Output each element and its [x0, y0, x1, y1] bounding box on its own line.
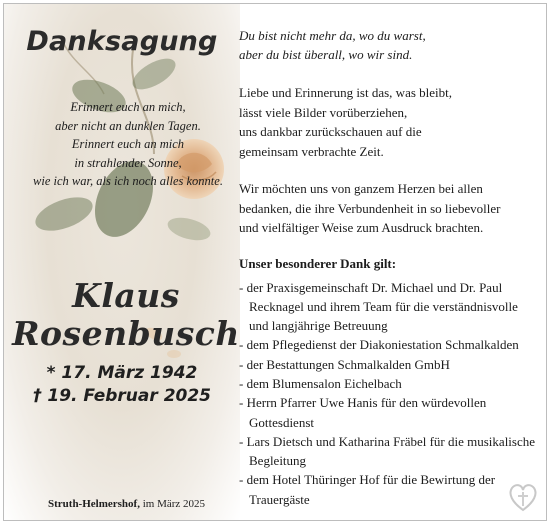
- obituary-card: [3, 3, 547, 521]
- paragraph-line: lässt viele Bilder vorüberziehen,: [239, 104, 408, 120]
- paragraph-line: Wir möchten uns von ganzem Herzen bei allen: [239, 181, 483, 196]
- poem-line: wie ich war, als ich noch alles konnte.: [33, 174, 223, 188]
- paragraph-line: gemeinsam verbrachte Zeit.: [239, 143, 384, 159]
- birth-date: * 17. März 1942: [46, 363, 198, 383]
- thanks-heading: Unser besonderer Dank gilt:: [239, 255, 397, 271]
- paragraph-line: bedanken, die ihre Verbundenheit in so liebevoller: [239, 200, 501, 216]
- rose-image-panel: [4, 4, 240, 520]
- poem-line: aber nicht an dunklen Tagen.: [55, 118, 201, 133]
- motto-line: aber du bist überall, wo wir sind.: [239, 47, 413, 62]
- paragraph-line: uns dankbar zurückschauen auf die: [239, 124, 422, 139]
- poem-line: in strahlender Sonne,: [74, 155, 182, 170]
- place-date-line: [48, 498, 205, 510]
- list-item: - der Bestattungen Schmalkalden GmbH: [239, 356, 450, 372]
- thanks-list: [239, 278, 539, 510]
- motto-line: Du bist nicht mehr da, wo du warst,: [239, 28, 426, 43]
- list-item: - dem Hotel Thüringer Hof für die Bewirtung der Trauergäste: [239, 472, 496, 507]
- poem: [16, 98, 240, 191]
- deceased-last-name: Rosenbusch: [12, 314, 240, 353]
- list-item: - Herrn Pfarrer Uwe Hanis für den würdevollen Gottesdienst: [239, 395, 487, 430]
- text-column: [239, 26, 539, 509]
- paragraph-line: Liebe und Erinnerung ist das, was bleibt,: [239, 85, 453, 100]
- list-item: - dem Pflegedienst der Diakoniestation Schmalkalden: [239, 337, 519, 353]
- list-item: - dem Blumensalon Eichelbach: [239, 375, 402, 391]
- page-title: Danksagung: [26, 26, 218, 57]
- death-date: † 19. Februar 2025: [32, 386, 212, 406]
- place: Struth-Helmershof,: [48, 498, 140, 510]
- list-item: - Lars Dietsch und Katharina Fräbel für die musikalische Begleitung: [239, 433, 536, 469]
- rose-illustration: [4, 4, 240, 520]
- list-item: - der Praxisgemeinschaft Dr. Michael und Dr. Paul Recknagel und ihrem Team für die verständnisvolle und langjährige Betreuung: [239, 279, 518, 334]
- poem-line: Erinnert euch an mich,: [70, 100, 186, 114]
- date: im März 2025: [139, 498, 206, 510]
- poem-line: Erinnert euch an mich: [71, 137, 185, 151]
- paragraph-line: und vielfältiger Weise zum Ausdruck brachten.: [239, 220, 484, 235]
- heart-emblem-icon: [506, 480, 540, 514]
- deceased-first-name: Klaus: [72, 276, 180, 315]
